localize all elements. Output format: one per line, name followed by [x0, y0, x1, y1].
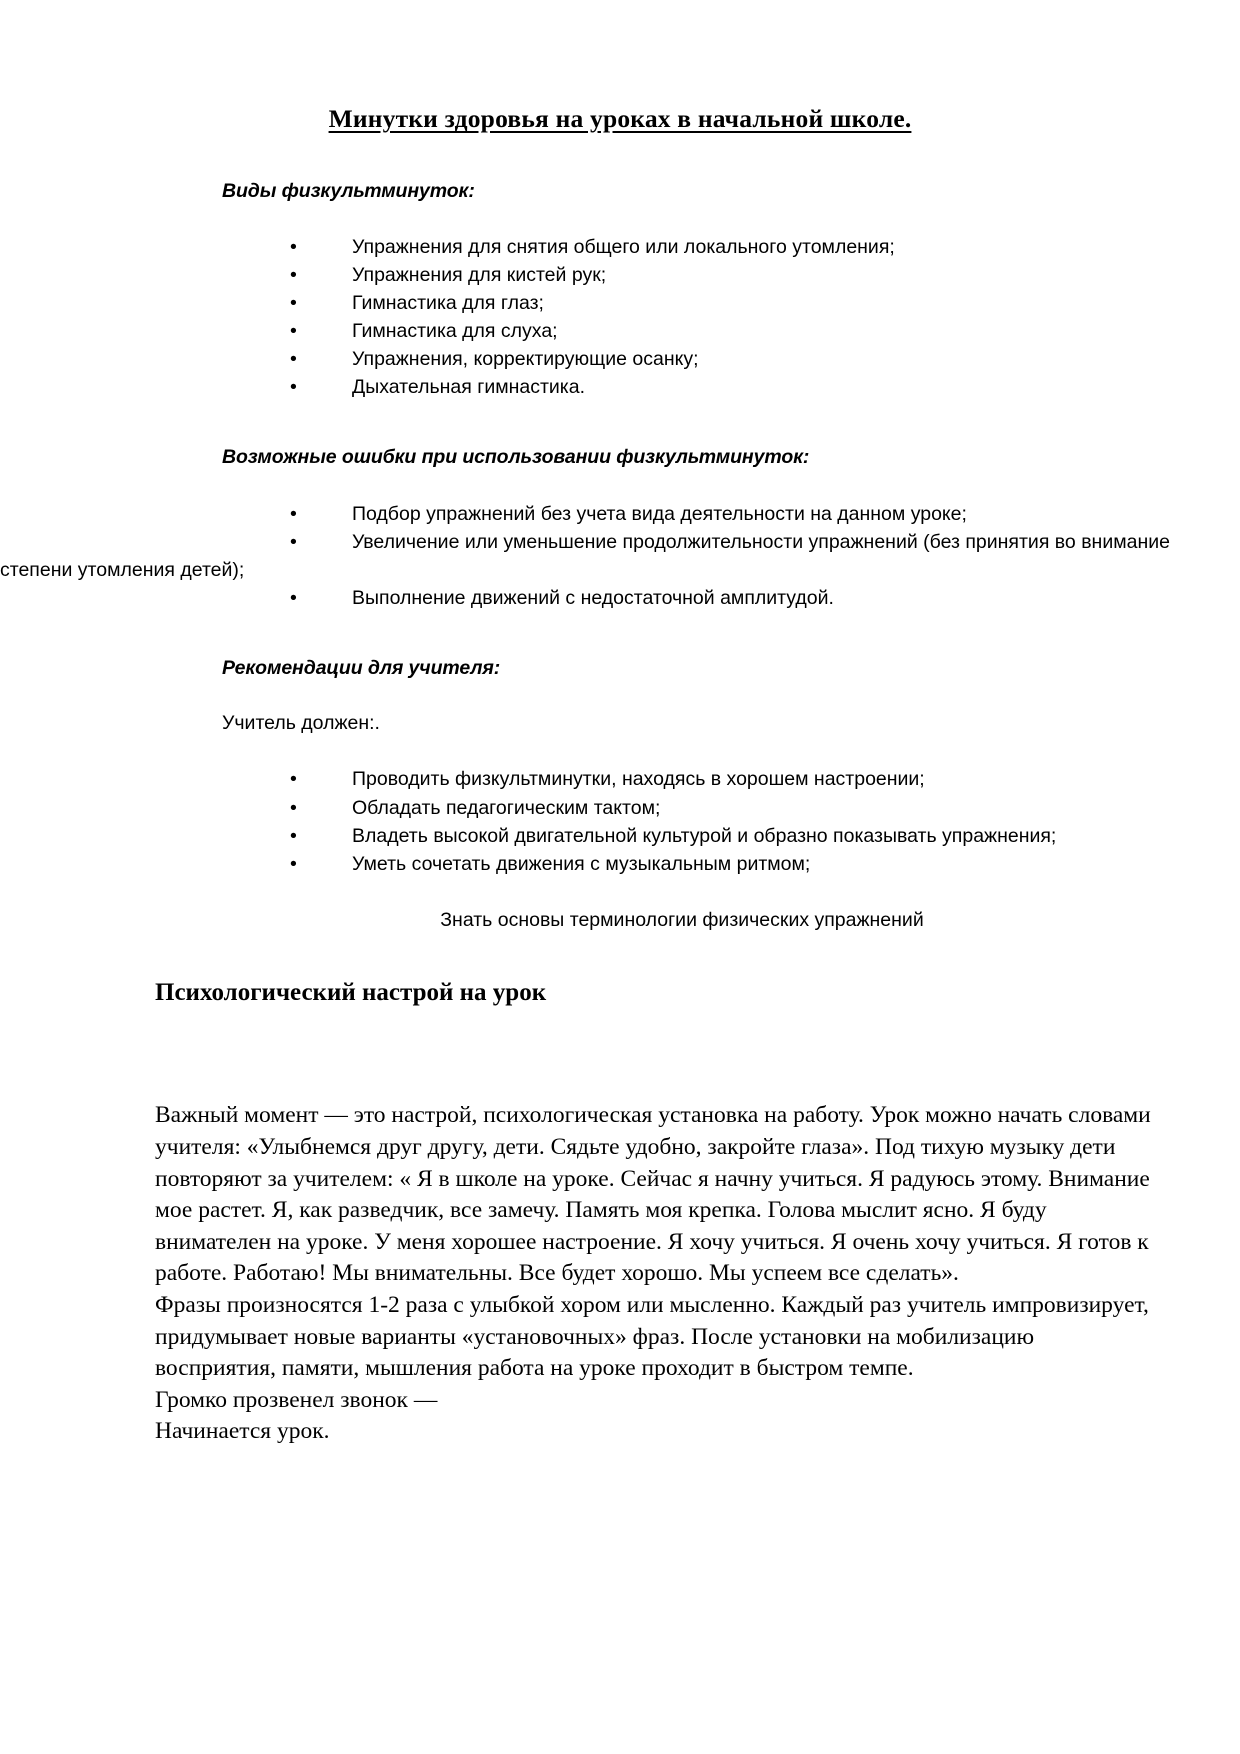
paragraph: Фразы произносятся 1-2 раза с улыбкой хором или мысленно. Каждый раз учитель импровизирует, придумывает новые варианты «установочных» фраз. После установки на мобилизацию восприятия, памяти, мышления работа на уроке проходит в быстром темпе. — [155, 1291, 1149, 1382]
section-intro-text: Учитель должен:. — [222, 711, 380, 734]
bullet-icon: • — [290, 376, 297, 399]
list-item-label: Выполнение движений с недостаточной амплитудой. — [352, 587, 834, 610]
bullet-icon: • — [290, 530, 297, 553]
prose-block — [0, 1100, 1240, 1448]
bullet-icon: • — [290, 235, 297, 258]
list-item — [0, 317, 1182, 345]
bullet-list-rekomendacii — [222, 765, 1182, 877]
spacer — [222, 401, 1182, 445]
list-item — [0, 289, 1182, 317]
list-item — [0, 765, 1182, 793]
list-item-label: Упражнения для снятия общего или локального утомления; — [352, 235, 895, 258]
list-item — [0, 233, 1182, 261]
section-closing-text: Знать основы терминологии физических упражнений — [440, 908, 924, 931]
section-heading: Виды физкультминуток: — [222, 179, 475, 202]
spacer — [222, 470, 1182, 500]
list-item — [0, 373, 1182, 401]
section-heading-psychological: Психологический настрой на урок — [155, 979, 547, 1007]
spacer — [222, 612, 1182, 656]
bullet-icon: • — [290, 796, 297, 819]
document-body — [0, 179, 1240, 934]
list-item — [0, 500, 1182, 528]
bullet-icon: • — [290, 292, 297, 315]
list-item-label: Обладать педагогическим тактом; — [352, 796, 661, 819]
list-item — [0, 850, 1182, 878]
spacer — [0, 135, 1240, 179]
bullet-icon: • — [290, 320, 297, 343]
spacer — [0, 1070, 1240, 1100]
bullet-icon: • — [290, 348, 297, 371]
section-rekomendacii — [222, 656, 1182, 933]
paragraph: Громко прозвенел звонок — — [155, 1386, 438, 1413]
list-item-label: Увеличение или уменьшение продолжительности упражнений (без принятия во внимание степени утомления детей); — [0, 530, 1170, 581]
paragraph: Важный момент — это настрой, психологическая установка на работу. Урок можно начать словами учителя: «Улыбнемся друг другу, дети. Сядьте удобно, закройте глаза». Под тихую музыку дети повторяют за учителем: « Я в школе на уроке. Сейчас я начну учиться. Я радуюсь этому. Внимание мое растет. Я, как разведчик, все замечу. Память моя крепка. Голова мыслит ясно. Я буду внимателен на уроке. У меня хорошее настроение. Я хочу учиться. Я очень хочу учиться. Я готов к работе. Работаю! Мы внимательны. Все будет хорошо. Мы успеем все сделать». — [155, 1102, 1151, 1287]
list-item-label: Дыхательная гимнастика. — [352, 376, 586, 399]
list-item — [0, 584, 1182, 612]
bullet-list-oshibki — [0, 500, 1182, 612]
list-item-label: Упражнения, корректирующие осанку; — [352, 348, 699, 371]
list-item — [0, 261, 1182, 289]
spacer — [0, 1008, 1240, 1070]
section-heading: Рекомендации для учителя: — [222, 657, 501, 680]
list-item-label: Гимнастика для глаз; — [352, 292, 544, 315]
paragraph: Начинается урок. — [155, 1418, 330, 1445]
spacer — [222, 878, 1182, 908]
list-item-label: Подбор упражнений без учета вида деятельности на данном уроке; — [352, 502, 967, 525]
list-item-label: Проводить физкультминутки, находясь в хорошем настроении; — [352, 768, 925, 791]
list-item-label: Гимнастика для слуха; — [352, 320, 558, 343]
bullet-icon: • — [290, 502, 297, 525]
section-heading: Возможные ошибки при использовании физкультминуток: — [222, 446, 810, 469]
bullet-icon: • — [290, 264, 297, 287]
section-oshibki — [0, 445, 1182, 612]
bullet-icon: • — [290, 587, 297, 610]
list-item-label: Упражнения для кистей рук; — [352, 264, 607, 287]
bullet-icon: • — [290, 824, 297, 847]
bullet-icon: • — [290, 768, 297, 791]
list-item-label: Уметь сочетать движения с музыкальным ритмом; — [352, 852, 811, 875]
bullet-icon: • — [290, 852, 297, 875]
bullet-list-vidy — [222, 233, 1182, 401]
spacer — [222, 735, 1182, 765]
list-item — [0, 528, 1182, 584]
spacer — [222, 681, 1182, 711]
page-title: Минутки здоровья на уроках в начальной школе. — [328, 104, 912, 133]
list-item — [0, 345, 1182, 373]
spacer — [0, 933, 1240, 977]
spacer — [222, 203, 1182, 233]
list-item-label: Владеть высокой двигательной культурой и образно показывать упражнения; — [352, 824, 1057, 847]
section-vidy — [222, 179, 1182, 402]
list-item — [0, 822, 1182, 850]
list-item — [0, 794, 1182, 822]
